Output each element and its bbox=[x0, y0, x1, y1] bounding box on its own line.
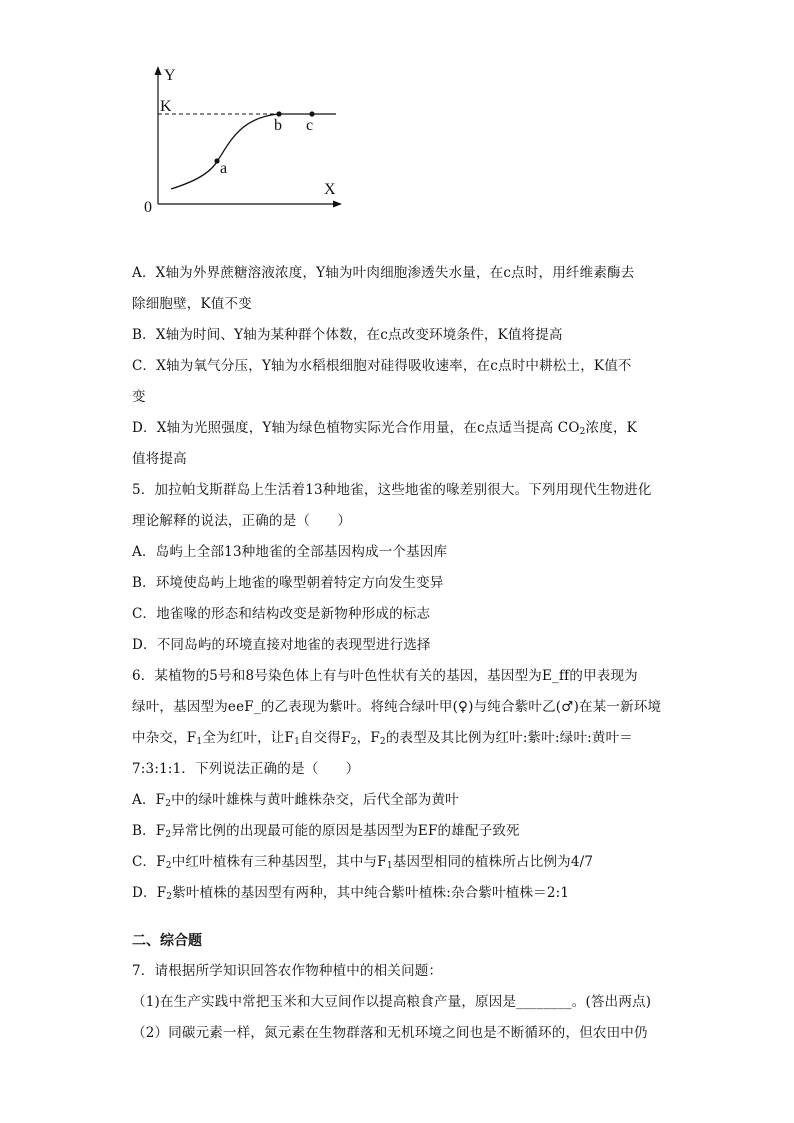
q6-a-part: A．F bbox=[132, 792, 166, 808]
q4-option-c-line1: C．X轴为氧气分压，Y轴为水稻根细胞对硅得吸收速率，在c点时中耕松土，K值不 bbox=[132, 358, 632, 374]
q7-part2: （2）同碳元素一样，氮元素在生物群落和无机环境之间也是不断循环的，但农田中仍 bbox=[132, 1025, 648, 1041]
q6-c-part: 中红叶植株有三种基因型，其中与F bbox=[171, 854, 387, 870]
q6-sub: 2 bbox=[165, 861, 172, 871]
section2-block bbox=[132, 956, 672, 1049]
q4-option-d-line2: 值将提高 bbox=[132, 451, 187, 467]
point-c-marker bbox=[309, 111, 314, 116]
q4-d-text-pre: D．X轴为光照强度，Y轴为绿色植物实际光合作用量，在c点适当提高 CO bbox=[132, 420, 580, 436]
q6-option-b bbox=[132, 816, 672, 847]
q6-stem-line2: 绿叶，基因型为eeF_的乙表现为紫叶。将纯合绿叶甲(♀)与纯合紫叶乙(♂)在某一新环境 bbox=[132, 699, 662, 715]
q4-option-b: B．X轴为时间、Y轴为某种群个体数，在c点改变环境条件，K值将提高 bbox=[132, 327, 563, 343]
q4-option-a-line1: A．X轴为外界蔗糖溶液浓度，Y轴为叶肉细胞渗透失水量，在c点时，用纤维素酶去 bbox=[132, 265, 635, 281]
point-a-marker bbox=[214, 158, 219, 163]
q6-stem-line1: 6．某植物的5号和8号染色体上有与叶色性状有关的基因，基因型为E_ff的甲表现为 bbox=[132, 668, 638, 684]
point-c-label: c bbox=[306, 117, 314, 134]
q6-stem3-part: 中杂交，F bbox=[132, 730, 197, 746]
q5-stem-line1: 5．加拉帕戈斯群岛上生活着13种地雀，这些地雀的喙差别很大。下列用现代生物进化 bbox=[132, 482, 652, 498]
question-block bbox=[132, 258, 672, 909]
q6-sub: 1 bbox=[294, 737, 301, 747]
q5-option-c: C．地雀喙的形态和结构改变是新物种形成的标志 bbox=[132, 606, 431, 622]
q5-option-d: D．不同岛屿的环境直接对地雀的表现型进行选择 bbox=[132, 637, 431, 653]
k-curve-figure bbox=[138, 62, 368, 218]
section-heading: 二、综合题 bbox=[132, 933, 202, 949]
k-label: K bbox=[160, 98, 172, 115]
q6-stem-line3 bbox=[132, 723, 672, 754]
k-curve-graph bbox=[138, 62, 368, 218]
q4-option-d-line1 bbox=[132, 413, 672, 444]
q6-sub: 2 bbox=[350, 737, 357, 747]
q6-sub: 1 bbox=[196, 737, 203, 747]
q6-stem3-part: 自交得F bbox=[300, 730, 351, 746]
q6-stem3-part: 的表型及其比例为红叶:紫叶:绿叶:黄叶＝ bbox=[385, 730, 634, 746]
q6-sub: 2 bbox=[166, 892, 173, 902]
point-b-label: b bbox=[274, 117, 282, 134]
q6-option-a bbox=[132, 785, 672, 816]
x-axis-label: X bbox=[324, 181, 336, 198]
q6-c-part: C．F bbox=[132, 854, 166, 870]
q6-d-part: D．F bbox=[132, 885, 167, 901]
q4-d-subscript: 2 bbox=[579, 427, 586, 437]
q6-stem3-part: 全为红叶，让F bbox=[202, 730, 295, 746]
q6-option-c bbox=[132, 847, 672, 878]
q5-option-b: B．环境使岛屿上地雀的喙型朝着特定方向发生变异 bbox=[132, 575, 444, 591]
q6-c-part: 基因型相同的植株所占比例为4/7 bbox=[392, 854, 594, 870]
q6-d-part: 紫叶植株的基因型有两种，其中纯合紫叶植株:杂合紫叶植株＝2:1 bbox=[172, 885, 570, 901]
point-a-label: a bbox=[220, 160, 228, 177]
q5-option-a: A．岛屿上全部13种地雀的全部基因构成一个基因库 bbox=[132, 544, 448, 560]
q6-b-part: 异常比例的出现最可能的原因是基因型为EF的雄配子致死 bbox=[171, 823, 520, 839]
q6-stem3-part: ，F bbox=[356, 730, 380, 746]
q6-a-part: 中的绿叶雄株与黄叶雌株杂交，后代全部为黄叶 bbox=[171, 792, 459, 808]
q6-sub: 2 bbox=[165, 830, 172, 840]
q6-b-part: B．F bbox=[132, 823, 166, 839]
q5-stem-line2: 理论解释的说法，正确的是（ ） bbox=[132, 513, 352, 529]
q6-sub: 1 bbox=[386, 861, 393, 871]
point-b-marker bbox=[276, 111, 281, 116]
x-axis-arrow bbox=[333, 201, 342, 208]
q4-d-text-post: 浓度，K bbox=[585, 420, 637, 436]
q4-option-a-line2: 除细胞壁，K值不变 bbox=[132, 296, 252, 312]
q7-part1: （1)在生产实践中常把玉米和大豆间作以提高粮食产量，原因是________。(答出两点) bbox=[132, 994, 652, 1010]
q6-sub: 2 bbox=[165, 799, 172, 809]
origin-label: 0 bbox=[144, 199, 152, 216]
q6-option-d bbox=[132, 878, 672, 909]
y-axis-arrow bbox=[155, 66, 162, 75]
q7-stem: 7．请根据所学知识回答农作物种植中的相关问题： bbox=[132, 963, 443, 979]
y-axis-label: Y bbox=[164, 67, 176, 84]
q4-option-c-line2: 变 bbox=[132, 389, 146, 405]
q6-stem-line4: 7:3:1:1．下列说法正确的是（ ） bbox=[132, 761, 360, 777]
q6-sub: 2 bbox=[379, 737, 386, 747]
